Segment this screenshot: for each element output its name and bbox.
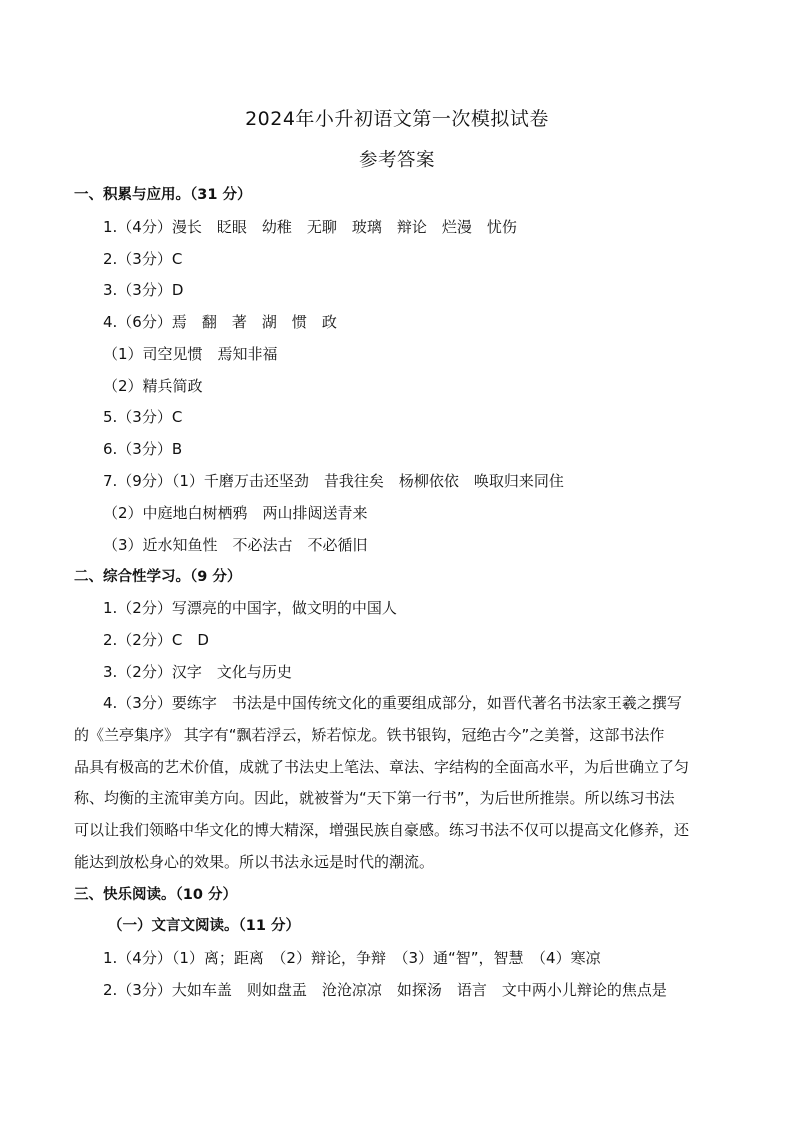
answer-line: 4.（6分）焉 翻 著 湖 惯 政 xyxy=(103,313,337,331)
answer-line: 7.（9分）（1）千磨万击还坚劲 昔我往矣 杨柳依依 唤取归来同住 xyxy=(103,472,564,490)
answer-line: 1.（4分）漫长 眨眼 幼稚 无聊 玻璃 辩论 烂漫 忧伤 xyxy=(103,218,517,236)
answer-line: 1.（2分）写漂亮的中国字，做文明的中国人 xyxy=(103,599,397,617)
answer-line: 2.（3分）大如车盖 则如盘盂 沧沧凉凉 如探汤 语言 文中两小儿辩论的焦点是 xyxy=(103,981,667,999)
answer-line: 2.（2分）C D xyxy=(103,631,209,649)
answer-line: 6.（3分）B xyxy=(103,440,183,458)
answer-line: （3）近水知鱼性 不必法古 不必循旧 xyxy=(103,536,368,554)
answer-line: 1.（4分）（1）离；距离 （2）辩论，争辩 （3）通“智”，智慧 （4）寒凉 xyxy=(103,949,601,967)
answer-line: （2）中庭地白树栖鸦 两山排闼送青来 xyxy=(103,504,368,522)
answer-line: 3.（2分）汉字 文化与历史 xyxy=(103,663,292,681)
answer-line: （2）精兵简政 xyxy=(103,377,203,395)
section-heading-3: 三、快乐阅读。（10 分） xyxy=(74,887,237,903)
section-heading-2: 二、综合性学习。（9 分） xyxy=(74,569,242,585)
essay-line: 4.（3分）要练字 书法是中国传统文化的重要组成部分，如晋代著名书法家王羲之撰写 xyxy=(103,694,682,712)
essay-line: 称、均衡的主流审美方向。因此，就被誉为“天下第一行书”，为后世所推崇。所以练习书法 xyxy=(74,789,675,807)
answer-line: 5.（3分）C xyxy=(103,408,183,426)
subsection-heading: （一）文言文阅读。（11 分） xyxy=(108,918,300,934)
section-heading-1: 一、积累与应用。（31 分） xyxy=(74,187,252,203)
answer-line: 2.（3分）C xyxy=(103,250,183,268)
essay-line: 能达到放松身心的效果。所以书法永远是时代的潮流。 xyxy=(74,853,435,871)
answer-line: 3.（3分）D xyxy=(103,281,184,299)
essay-line: 的《兰亭集序》 其字有“飘若浮云，矫若惊龙。铁书银钩，冠绝古今”之美誉，这部书法作 xyxy=(74,726,665,744)
essay-line: 品具有极高的艺术价值，成就了书法史上笔法、章法、字结构的全面高水平，为后世确立了匀 xyxy=(74,758,690,776)
document-subtitle: 参考答案 xyxy=(358,150,435,171)
essay-line: 可以让我们领略中华文化的博大精深，增强民族自豪感。练习书法不仅可以提高文化修养，还 xyxy=(74,821,690,839)
document-title: 2024年小升初语文第一次模拟试卷 xyxy=(245,108,549,130)
answer-line: （1）司空见惯 焉知非福 xyxy=(103,345,278,363)
